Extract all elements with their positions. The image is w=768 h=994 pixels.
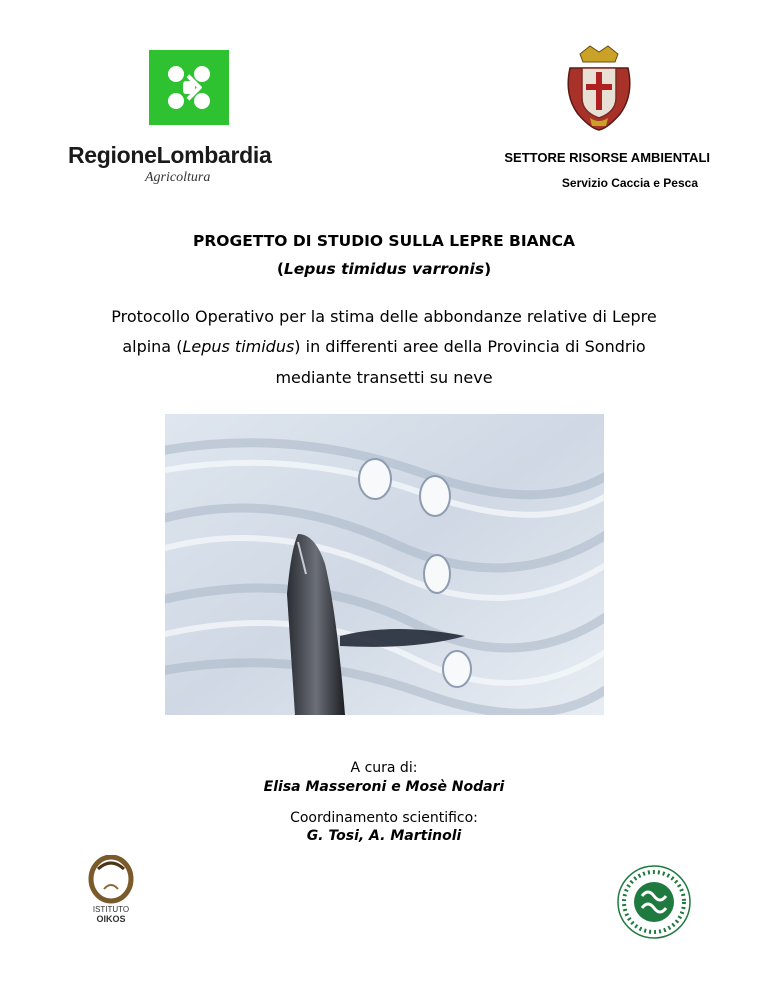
- description-line-2: alpina (Lepus timidus) in differenti aree della Provincia di Sondrio: [122, 337, 646, 356]
- description-line-3: mediante transetti su neve: [275, 368, 493, 387]
- species-name-short: Lepus timidus: [182, 337, 295, 356]
- university-insubria-logo-icon: [614, 862, 694, 942]
- servizio-heading: Servizio Caccia e Pesca: [561, 176, 698, 190]
- regione-lombardia-logo-icon: [149, 50, 229, 125]
- settore-heading: SETTORE RISORSE AMBIENTALI: [504, 150, 710, 165]
- description-line-1: Protocollo Operativo per la stima delle abbondanze relative di Lepre: [111, 307, 657, 326]
- species-name: Lepus timidus varronis: [283, 260, 485, 278]
- authors: Elisa Masseroni e Mosè Nodari: [263, 779, 505, 795]
- document-species-title: (Lepus timidus varronis): [276, 260, 492, 278]
- logo-subtitle: Agricoltura: [145, 170, 211, 185]
- hare-tracks-photo: [165, 414, 604, 715]
- logo-name: RegioneLombardia: [68, 142, 272, 168]
- istituto-oikos-logo-icon: [80, 855, 142, 925]
- editors-label: A cura di:: [350, 760, 418, 776]
- coordination-label: Coordinamento scientifico:: [290, 810, 478, 826]
- coordinators: G. Tosi, A. Martinoli: [306, 828, 462, 844]
- province-crest-icon: [560, 40, 638, 132]
- document-title: PROGETTO DI STUDIO SULLA LEPRE BIANCA: [193, 232, 575, 250]
- svg-text:OIKOS: OIKOS: [96, 914, 126, 924]
- svg-text:ISTITUTO: ISTITUTO: [92, 905, 130, 914]
